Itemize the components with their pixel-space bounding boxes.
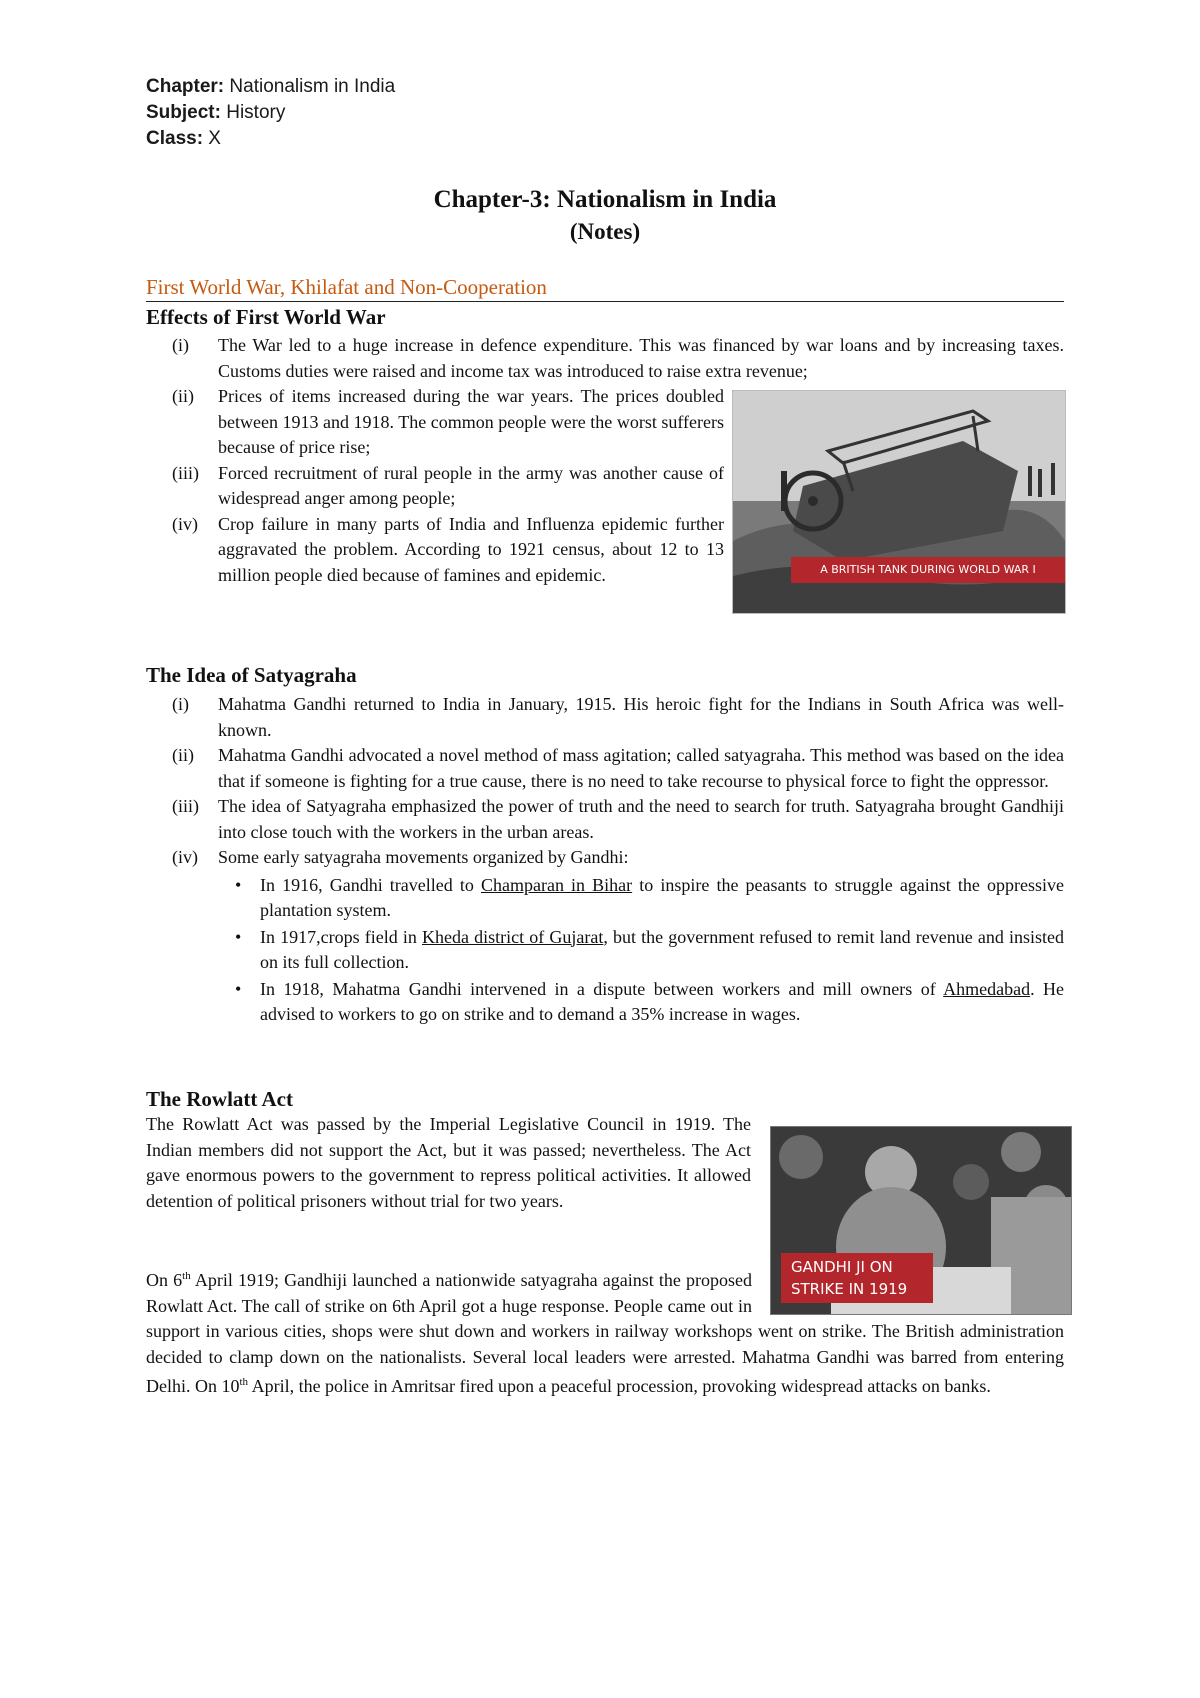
caption-line: GANDHI JI ON	[791, 1258, 893, 1276]
bullet-text: . He advised to workers to go on strike and to demand a 35% increase in wages.	[260, 978, 1064, 1024]
list-text: The War led to a huge increase in defence expenditure. This was financed by war loans and by increasing taxes. Customs duties were raised and income tax was introduced to raise extra revenue;	[218, 335, 1064, 381]
list-number: (ii)	[172, 386, 194, 406]
list-item	[146, 794, 1064, 845]
place-champaran: Champaran in Bihar	[480, 874, 633, 895]
list-number: (i)	[172, 335, 189, 355]
superscript: th	[239, 1376, 249, 1388]
british-tank-photo	[732, 390, 1066, 614]
list-item	[146, 333, 1064, 384]
superscript: th	[182, 1270, 191, 1282]
section-heading: First World War, Khilafat and Non-Cooperation	[146, 274, 1064, 302]
list-item	[146, 692, 1064, 743]
list-text: Forced recruitment of rural people in the army was another cause of widespread anger among people;	[218, 462, 724, 508]
meta-subject-value: History	[220, 102, 286, 123]
bullet-text: In 1917,crops field in	[260, 926, 422, 947]
satyagraha-block	[146, 692, 1064, 1028]
para-text: April, the police in Amritsar fired upon a peaceful procession, provoking widespread attacks on banks.	[248, 1376, 991, 1396]
list-text: Some early satyagraha movements organized by Gandhi:	[218, 847, 629, 867]
rowlatt-paragraph-2	[146, 1264, 1064, 1400]
tank-photo-caption: A BRITISH TANK DURING WORLD WAR I	[791, 557, 1065, 583]
bullet-icon: •	[235, 926, 242, 947]
list-item	[146, 512, 724, 589]
meta-class-label: Class:	[146, 128, 204, 149]
caption-line: STRIKE IN 1919	[791, 1280, 908, 1298]
document-meta	[146, 74, 395, 152]
bullet-text: to inspire the peasants to struggle against the oppressive plantation system.	[260, 874, 1064, 920]
list-text: The idea of Satyagraha emphasized the power of truth and the need to search for truth. Satyagraha brought Gandhiji into close touch with the workers in the urban areas.	[218, 796, 1064, 842]
bullet-item	[146, 925, 1064, 976]
meta-subject	[146, 100, 395, 126]
satyagraha-bullets	[146, 873, 1064, 1028]
list-number: (iii)	[172, 796, 199, 816]
place-kheda: Kheda district of Gujarat	[422, 926, 604, 947]
list-text: Mahatma Gandhi advocated a novel method of mass agitation; called satyagraha. This method was based on the idea that if someone is fighting for a true cause, there is no need to take recourse to physical force to fight the oppressor.	[218, 745, 1064, 791]
list-number: (i)	[172, 694, 189, 714]
list-number: (iv)	[172, 513, 198, 534]
list-item	[146, 845, 1064, 871]
war-effects-heading: Effects of First World War	[146, 305, 386, 329]
bullet-item	[146, 873, 1064, 924]
bullet-icon: •	[235, 874, 242, 895]
page-title: Chapter-3: Nationalism in India	[433, 186, 777, 213]
satyagraha-heading: The Idea of Satyagraha	[146, 663, 357, 687]
bullet-text: In 1916, Gandhi travelled to	[260, 874, 481, 895]
list-item	[146, 743, 1064, 794]
rowlatt-heading: The Rowlatt Act	[146, 1087, 293, 1111]
image-spacer	[752, 1264, 1064, 1316]
para-text: April 1919; Gandhiji launched a nationwide satyagraha against the proposed Rowlatt Act. The call of strike on 6th April got a huge response. People came out in support in various cities, shops were shut down and workers in railway workshops went on strike. The British administration decided to clamp down on the nationalists. Several local leaders were arrested. Mahatma Gandhi was barred from entering Delhi. On 10	[146, 1270, 1064, 1396]
satyagraha-list	[146, 692, 1064, 871]
meta-chapter-value: Nationalism in India	[224, 76, 396, 97]
meta-subject-label: Subject:	[146, 102, 221, 123]
meta-class	[146, 126, 395, 152]
meta-chapter	[146, 74, 395, 100]
list-text: Crop failure in many parts of India and Influenza epidemic further aggravated the problem. According to 1921 census, about 12 to 13 million people died because of famines and epidemic.	[218, 513, 724, 585]
meta-chapter-label: Chapter:	[146, 76, 225, 97]
place-ahmedabad: Ahmedabad	[943, 978, 1031, 999]
rowlatt-paragraph-1: The Rowlatt Act was passed by the Imperial Legislative Council in 1919. The Indian members did not support the Act, but it was passed; nevertheless. The Act gave enormous powers to the government to repress political activities. It allowed detention of political prisoners without trial for two years.	[146, 1114, 751, 1211]
list-number: (ii)	[172, 745, 194, 765]
bullet-text: In 1918, Mahatma Gandhi intervened in a dispute between workers and mill owners of	[260, 978, 944, 999]
notes-page	[146, 0, 1064, 1698]
list-number: (iii)	[172, 462, 199, 483]
bullet-text: , but the government refused to remit land revenue and insisted on its full collection.	[260, 926, 1065, 972]
para-text: On 6	[146, 1270, 183, 1290]
meta-class-value: X	[203, 128, 221, 149]
bullet-icon: •	[235, 978, 242, 999]
bullet-item	[146, 977, 1064, 1028]
page-subtitle: (Notes)	[569, 219, 641, 244]
list-item	[146, 384, 724, 461]
list-text: Mahatma Gandhi returned to India in January, 1915. His heroic fight for the Indians in South Africa was well-known.	[218, 694, 1064, 740]
list-number: (iv)	[172, 847, 198, 867]
list-item	[146, 461, 724, 512]
list-text: Prices of items increased during the war years. The prices doubled between 1913 and 1918. The common people were the worst sufferers because of price rise;	[218, 386, 724, 457]
